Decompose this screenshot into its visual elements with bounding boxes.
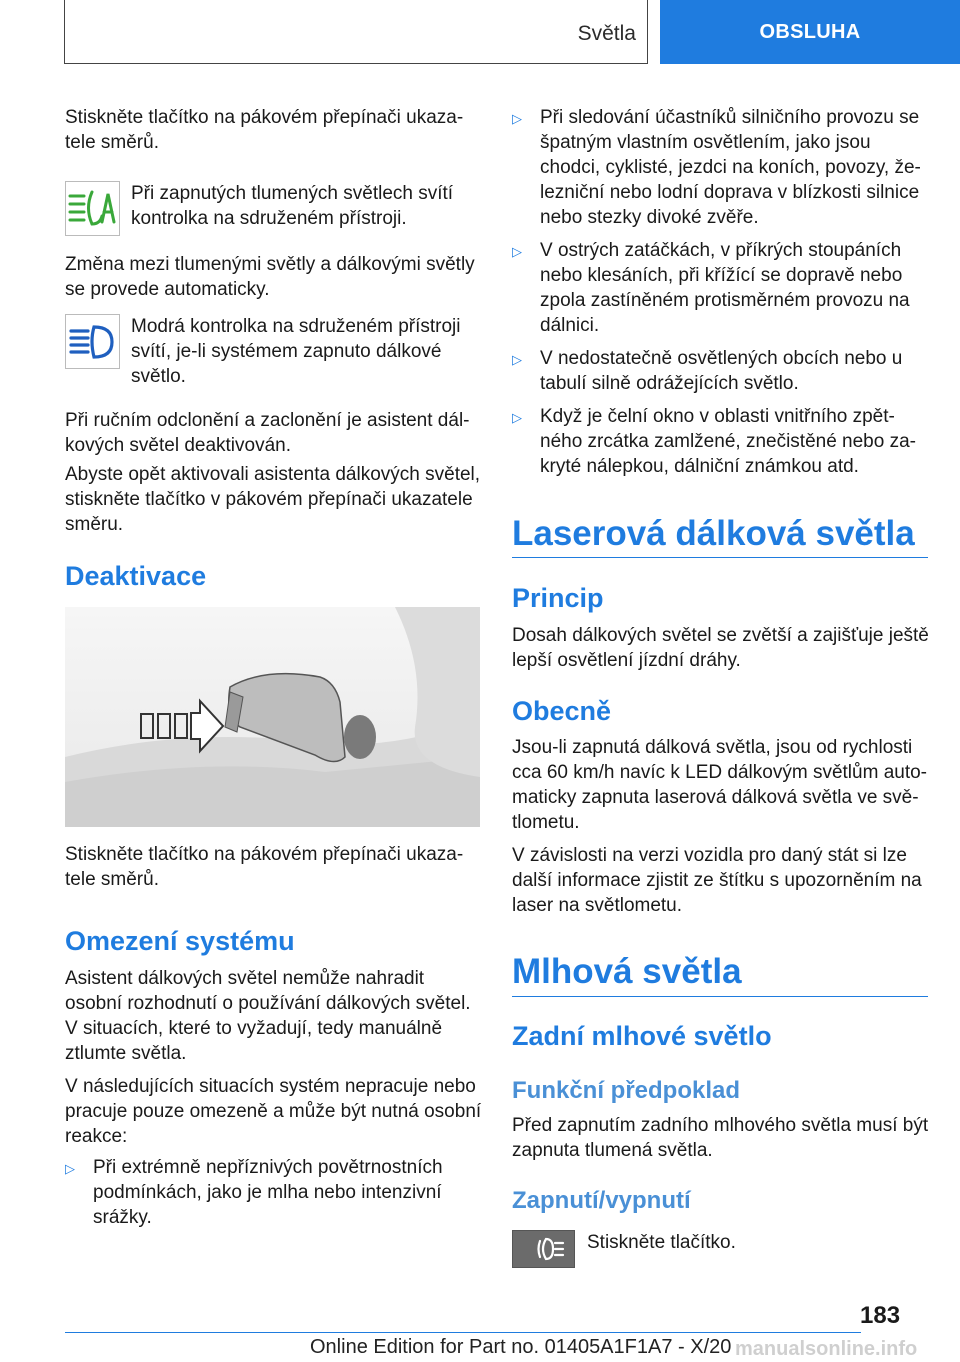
heading-prerequisite: Funkční předpoklad xyxy=(512,1077,741,1104)
list-item: ▷ Když je čelní okno v oblasti vnitřního zpět- ného zrcátka zamlžené, znečistěné nebo za- kryté nálepkou, dálniční známkou atd. xyxy=(512,406,916,477)
heading-deaktivace: Deaktivace xyxy=(65,561,207,591)
heading-rule xyxy=(512,557,928,558)
chapter-tab: OBSLUHA xyxy=(660,0,960,64)
triangle-bullet-icon: ▷ xyxy=(512,410,522,425)
turn-signal-lever-photo xyxy=(65,607,480,827)
triangle-bullet-icon: ▷ xyxy=(512,244,522,259)
triangle-bullet-icon: ▷ xyxy=(65,1161,75,1176)
paragraph-high-beam-indicator: Modrá kontrolka na sdruženém přístroji svítí, je-li systémem zapnuto dálkové světlo. xyxy=(131,316,461,387)
paragraph-country-version: V závislosti na verzi vozidla pro daný stát si lze další informace zjistit ze štítku s upozorněním na laser na světlometu. xyxy=(512,845,922,916)
footer-rule xyxy=(65,1332,861,1333)
triangle-bullet-icon: ▷ xyxy=(512,352,522,367)
triangle-bullet-icon: ▷ xyxy=(512,111,522,126)
heading-rear-fog-light: Zadní mlhové světlo xyxy=(512,1021,772,1051)
heading-omezeni-systemu: Omezení systému xyxy=(65,926,295,956)
heading-fog-lights: Mlhová světla xyxy=(512,952,742,991)
page-number: 183 xyxy=(860,1302,901,1329)
heading-princip: Princip xyxy=(512,583,604,613)
section-title: Světla xyxy=(577,22,636,45)
list-item: ▷ V ostrých zatáčkách, v příkrých stoupáních nebo klesáních, při křížící se dopravě nebo zpola zastíněném protisměrném provozu na dálnici. xyxy=(512,240,910,336)
paragraph-switching: Změna mezi tlumenými světly a dálkovými světly se provede automaticky. xyxy=(65,254,475,300)
paragraph-reactivate: Abyste opět aktivovali asistenta dálkových světel, stiskněte tlačítko v pákovém přepínači ukazatele směru. xyxy=(65,464,481,535)
list-item: ▷ Při sledování účastníků silničního provozu se špatným vlastním osvětlením, jako jsou chodci, cyklisté, jezdci na koních, povozy, že- lezniční nebo lodní doprava v blízkosti silnice nebo stezky divoké zvěře. xyxy=(512,107,921,228)
paragraph-press-button-1: Stiskněte tlačítko na pákovém přepínači ukaza- tele směrů. xyxy=(65,107,464,153)
footer-edition: Online Edition for Part no. 01405A1F1A7 - X/20 xyxy=(310,1336,732,1358)
paragraph-principle: Dosah dálkových světel se zvětší a zajišťuje ještě lepší osvětlení jízdní dráhy. xyxy=(512,625,929,671)
paragraph-low-beam-indicator: Při zapnutých tlumených světlech svítí kontrolka na sdruženém přístroji. xyxy=(131,183,454,229)
paragraph-situations: V následujících situacích systém nepracuje nebo pracuje pouze omezeně a může být nutná osobní reakce: xyxy=(65,1076,482,1147)
high-beam-icon xyxy=(65,314,120,369)
heading-laser-lights: Laserová dálková světla xyxy=(512,514,915,553)
paragraph-press-button-2: Stiskněte tlačítko na pákovém přepínači ukaza- tele směrů. xyxy=(65,844,464,890)
heading-rule xyxy=(512,996,928,997)
list-item: ▷ Při extrémně nepříznivých povětrnostních podmínkách, jako je mlha nebo intenzivní srážky. xyxy=(65,1157,443,1228)
heading-obecne: Obecně xyxy=(512,696,612,726)
paragraph-manual-deactivation: Při ručním odclonění a zaclonění je asistent dál- kových světel deaktivován. xyxy=(65,410,470,456)
watermark-brand: manualsonline.info xyxy=(735,1338,918,1360)
low-beam-assist-icon xyxy=(65,181,120,236)
list-item: ▷ V nedostatečně osvětlených obcích nebo u tabulí silně odrážejících světlo. xyxy=(512,348,903,394)
paragraph-general: Jsou-li zapnutá dálková světla, jsou od rychlosti cca 60 km/h navíc k LED dálkovým světlům auto- maticky zapnuta laserová dálková světla ve svě- tlometu. xyxy=(512,737,927,833)
heading-on-off: Zapnutí/vypnutí xyxy=(512,1187,691,1214)
paragraph-prerequisite: Před zapnutím zadního mlhového světla musí být zapnuta tlumená světla. xyxy=(512,1115,929,1161)
paragraph-system-limits: Asistent dálkových světel nemůže nahradit osobní rozhodnutí o používání dálkových světel. V situacích, které to vyžadují, tedy manuálně ztlumte světla. xyxy=(65,968,471,1064)
rear-fog-light-icon xyxy=(512,1230,575,1268)
paragraph-press-button-3: Stiskněte tlačítko. xyxy=(587,1232,736,1253)
